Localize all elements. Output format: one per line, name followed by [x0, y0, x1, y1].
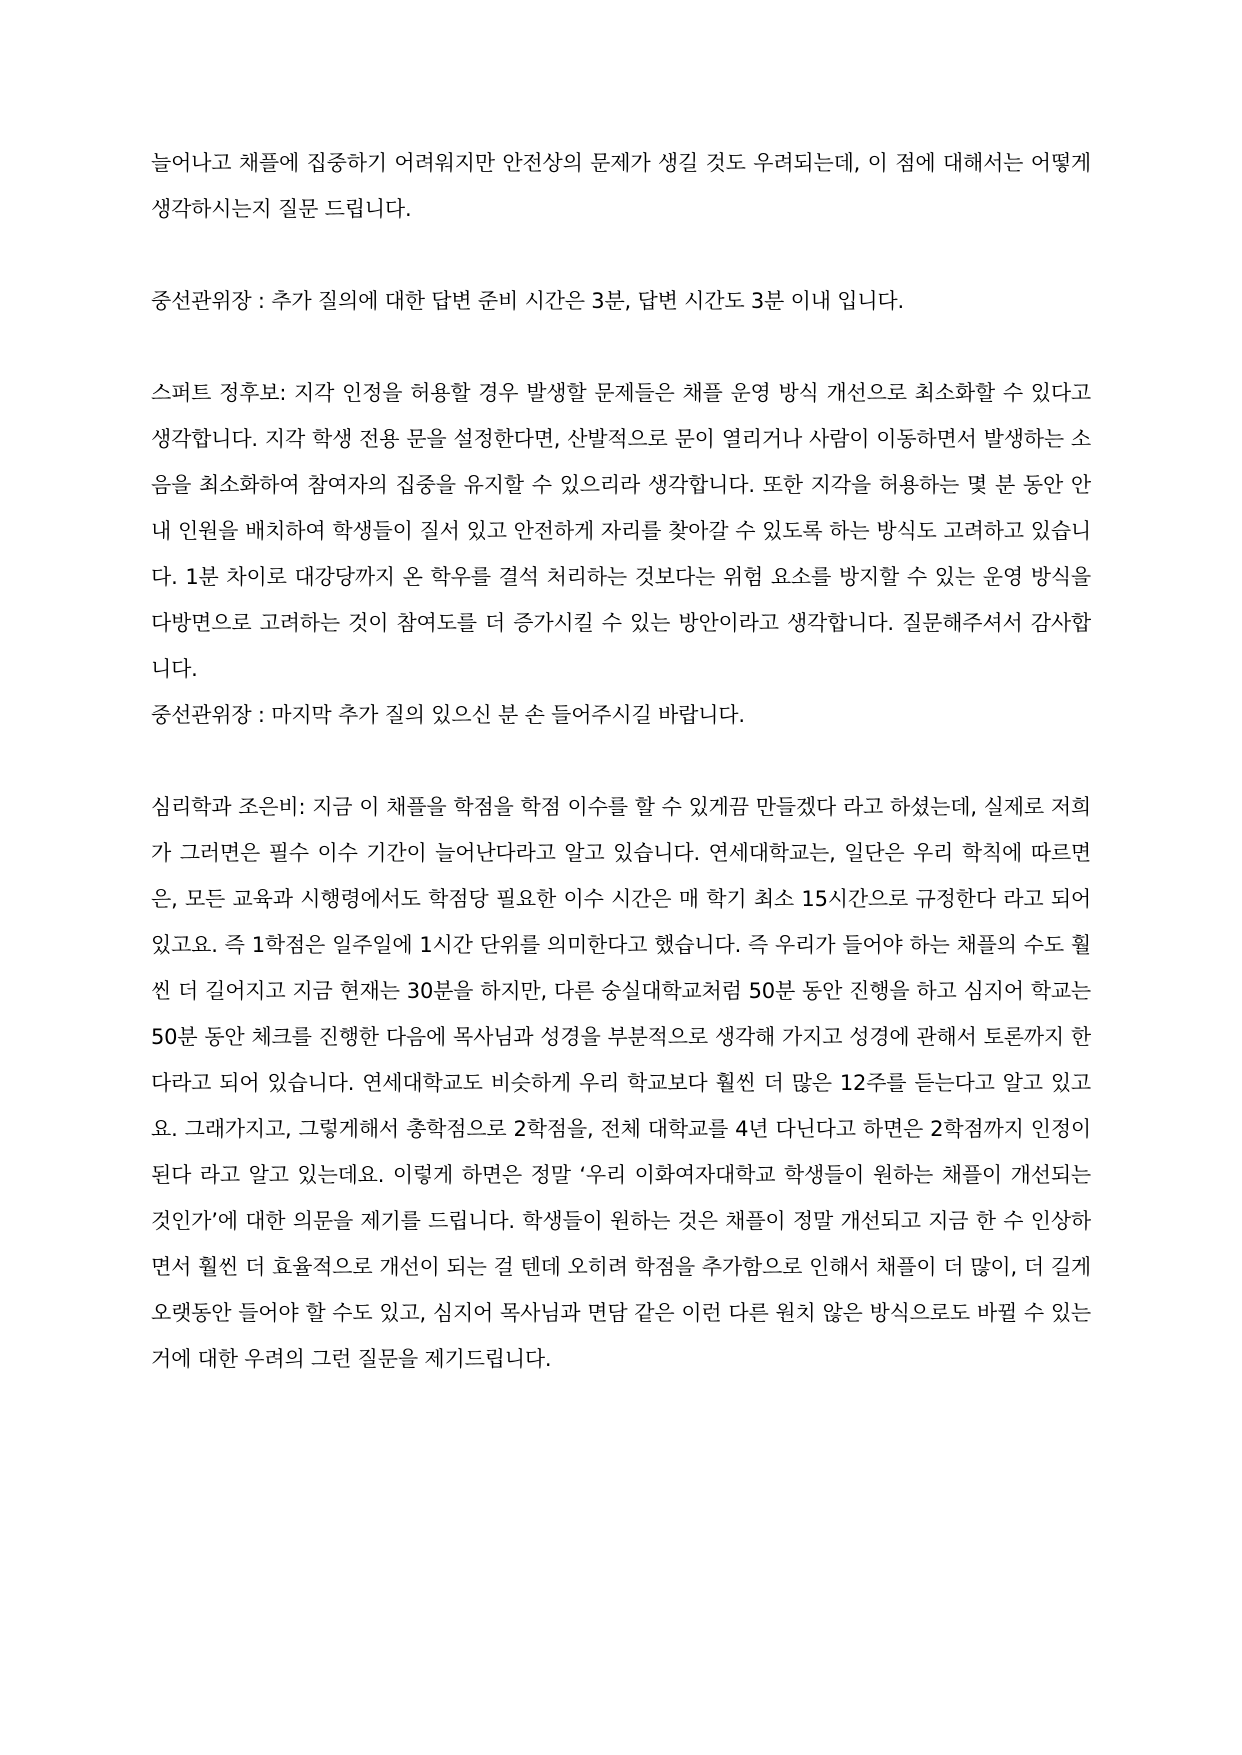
paragraph-spacer	[151, 738, 1091, 784]
paragraph-spacer	[151, 324, 1091, 370]
candidate-answer-paragraph: 스퍼트 정후보: 지각 인정을 허용할 경우 발생할 문제들은 채플 운영 방식 개선으로 최소화할 수 있다고 생각합니다. 지각 학생 전용 문을 설정한다면, 산발적으로 문이 열리거나 사람이 이동하면서 발생하는 소음을 최소화하여 참여자의 집중을 유지할 수 있으리라 생각합니다. 또한 지각을 허용하는 몇 분 동안 안내 인원을 배치하여 학생들이 질서 있고 안전하게 자리를 찾아갈 수 있도록 하는 방식도 고려하고 있습니다. 1분 차이로 대강당까지 온 학우를 결석 처리하는 것보다는 위험 요소를 방지할 수 있는 운영 방식을 다방면으로 고려하는 것이 참여도를 더 증가시킬 수 있는 방안이라고 생각합니다. 질문해주셔서 감사합니다.	[151, 381, 1091, 681]
paragraph-spacer	[151, 232, 1091, 278]
student-question-paragraph: 심리학과 조은비: 지금 이 채플을 학점을 학점 이수를 할 수 있게끔 만들겠다 라고 하셨는데, 실제로 저희가 그러면은 필수 이수 기간이 늘어난다라고 알고 있습니다. 연세대학교는, 일단은 우리 학칙에 따르면은, 모든 교육과 시행령에서도 학점당 필요한 이수 시간은 매 학기 최소 15시간으로 규정한다 라고 되어 있고요. 즉 1학점은 일주일에 1시간 단위를 의미한다고 했습니다. 즉 우리가 들어야 하는 채플의 수도 훨씬 더 길어지고 지금 현재는 30분을 하지만, 다른 숭실대학교처럼 50분 동안 진행을 하고 심지어 학교는 50분 동안 체크를 진행한 다음에 목사님과 성경을 부분적으로 생각해 가지고 성경에 관해서 토론까지 한다라고 되어 있습니다. 연세대학교도 비슷하게 우리 학교보다 훨씬 더 많은 12주를 듣는다고 알고 있고요. 그래가지고, 그렇게해서 총학점으로 2학점을, 전체 대학교를 4년 다닌다고 하면은 2학점까지 인정이 된다 라고 알고 있는데요. 이렇게 하면은 정말 ‘우리 이화여자대학교 학생들이 원하는 채플이 개선되는 것인가’에 대한 의문을 제기를 드립니다. 학생들이 원하는 것은 채플이 정말 개선되고 지금 한 수 인상하면서 훨씬 더 효율적으로 개선이 되는 걸 텐데 오히려 학점을 추가함으로 인해서 채플이 더 많이, 더 길게 오랫동안 들어야 할 수도 있고, 심지어 목사님과 면담 같은 이런 다른 원치 않은 방식으로도 바뀔 수 있는 거에 대한 우려의 그런 질문을 제기드립니다.	[151, 795, 1091, 1371]
moderator-remark-paragraph: 중선관위장 : 추가 질의에 대한 답변 준비 시간은 3분, 답변 시간도 3분 이내 입니다.	[151, 289, 904, 313]
document-body	[151, 140, 1091, 1382]
question-continuation-paragraph: 늘어나고 채플에 집중하기 어려워지만 안전상의 문제가 생길 것도 우려되는데, 이 점에 대해서는 어떻게 생각하시는지 질문 드립니다.	[151, 151, 1091, 221]
moderator-call-paragraph: 중선관위장 : 마지막 추가 질의 있으신 분 손 들어주시길 바랍니다.	[151, 703, 745, 727]
